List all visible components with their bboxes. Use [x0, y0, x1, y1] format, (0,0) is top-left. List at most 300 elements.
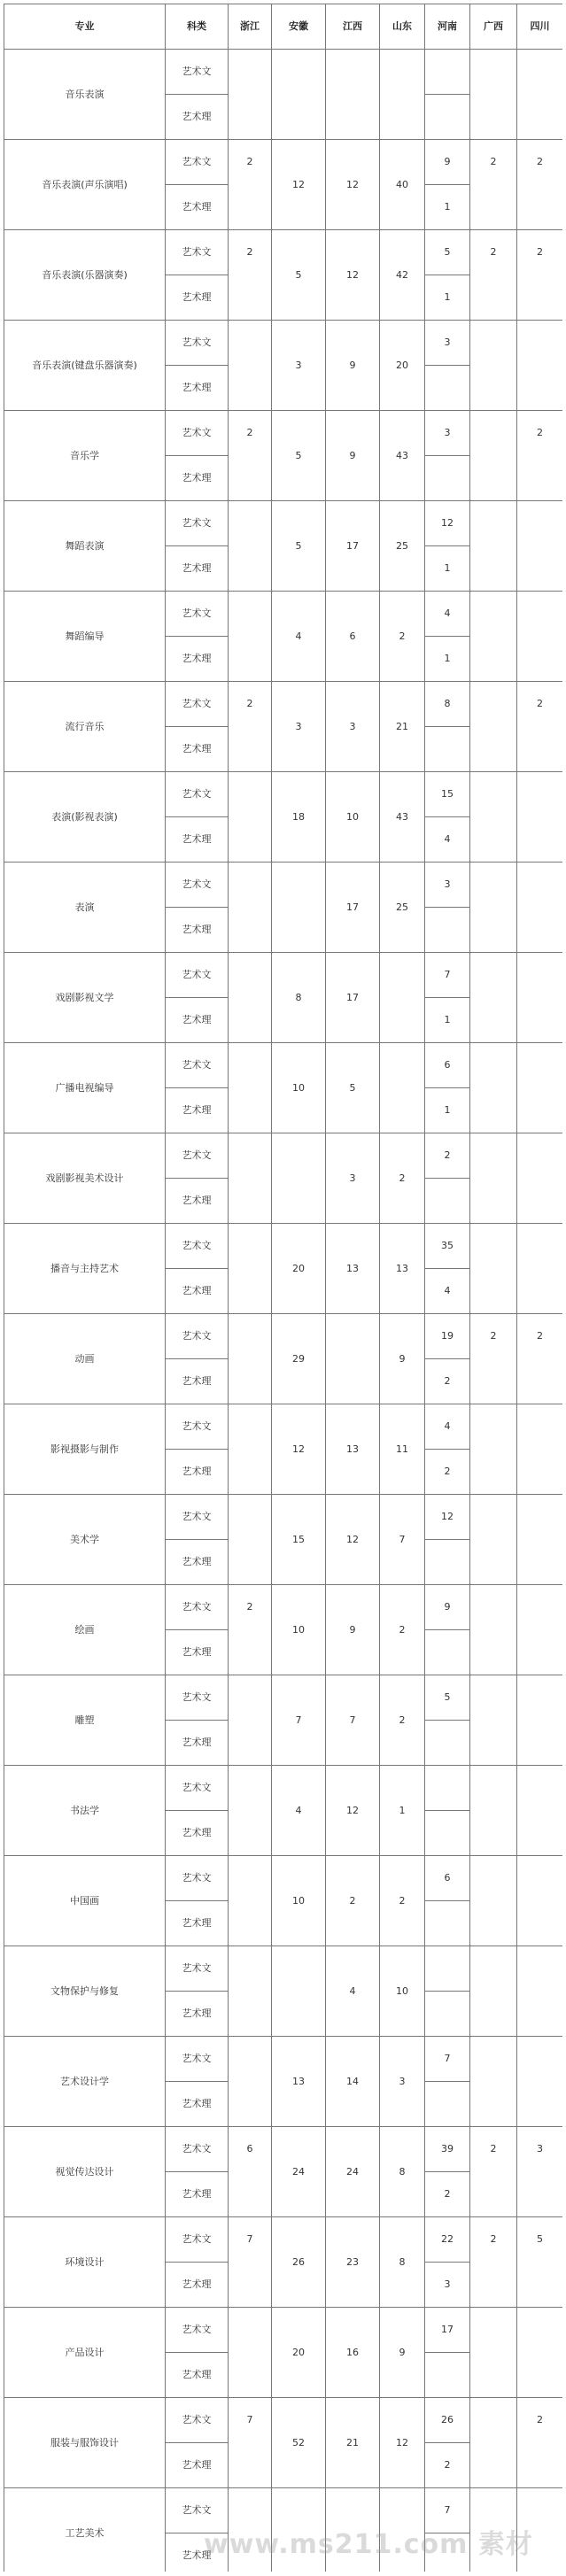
quota-jiangxi: 17	[326, 953, 380, 1043]
major-cell: 服装与服饰设计	[4, 2398, 166, 2488]
category-cell: 艺术理	[166, 727, 229, 772]
category-cell: 艺术文	[166, 2308, 229, 2353]
major-cell: 舞蹈表演	[4, 501, 166, 592]
quota-henan-science: 2	[425, 2172, 470, 2217]
header-jiangxi: 江西	[326, 4, 380, 50]
category-cell: 艺术文	[166, 1495, 229, 1540]
quota-shandong: 20	[380, 321, 425, 411]
quota-sichuan	[517, 501, 563, 592]
quota-anhui: 10	[272, 1856, 326, 1946]
table-row	[4, 501, 563, 546]
category-cell: 艺术理	[166, 95, 229, 140]
category-cell: 艺术理	[166, 2443, 229, 2488]
major-cell: 中国画	[4, 1856, 166, 1946]
quota-sichuan	[517, 1946, 563, 2037]
quota-jiangxi: 24	[326, 2127, 380, 2217]
quota-sichuan	[517, 321, 563, 411]
quota-henan-science: 4	[425, 1269, 470, 1314]
major-cell: 音乐表演(键盘乐器演奏)	[4, 321, 166, 411]
table-row	[4, 772, 563, 817]
quota-henan-science	[425, 1540, 470, 1585]
quota-zhejiang: 2	[229, 230, 272, 321]
quota-henan-science	[425, 1992, 470, 2037]
major-cell: 产品设计	[4, 2308, 166, 2398]
quota-jiangxi: 16	[326, 2308, 380, 2398]
quota-anhui	[272, 50, 326, 140]
category-cell: 艺术理	[166, 1269, 229, 1314]
quota-jiangxi: 13	[326, 1224, 380, 1314]
quota-shandong: 12	[380, 2398, 425, 2488]
table-row	[4, 592, 563, 637]
table-row	[4, 411, 563, 456]
quota-shandong: 21	[380, 682, 425, 772]
category-cell: 艺术文	[166, 1766, 229, 1811]
quota-guangxi	[470, 2398, 517, 2488]
quota-henan-science: 4	[425, 817, 470, 863]
quota-guangxi	[470, 2488, 517, 2572]
category-cell: 艺术文	[166, 2037, 229, 2082]
table-row	[4, 682, 563, 727]
quota-shandong: 1	[380, 1766, 425, 1856]
quota-guangxi	[470, 321, 517, 411]
quota-anhui: 15	[272, 1495, 326, 1585]
quota-sichuan	[517, 1404, 563, 1495]
quota-jiangxi: 21	[326, 2398, 380, 2488]
category-cell: 艺术文	[166, 953, 229, 998]
quota-sichuan	[517, 2488, 563, 2572]
category-cell: 艺术理	[166, 817, 229, 863]
major-cell: 舞蹈编导	[4, 592, 166, 682]
category-cell: 艺术理	[166, 998, 229, 1043]
quota-henan-science: 2	[425, 2443, 470, 2488]
quota-anhui: 12	[272, 1404, 326, 1495]
quota-zhejiang	[229, 1856, 272, 1946]
enrollment-plan-table	[4, 4, 562, 2572]
table-row	[4, 1224, 563, 1269]
quota-guangxi	[470, 1946, 517, 2037]
category-cell: 艺术理	[166, 1901, 229, 1946]
quota-zhejiang	[229, 501, 272, 592]
quota-sichuan	[517, 592, 563, 682]
table-row	[4, 1404, 563, 1450]
quota-guangxi	[470, 501, 517, 592]
quota-guangxi	[470, 1766, 517, 1856]
quota-henan-arts: 6	[425, 1856, 470, 1901]
quota-shandong: 7	[380, 1495, 425, 1585]
major-cell: 工艺美术	[4, 2488, 166, 2572]
category-cell: 艺术文	[166, 411, 229, 456]
quota-sichuan	[517, 1585, 563, 1675]
category-cell: 艺术理	[166, 1359, 229, 1404]
major-cell: 艺术设计学	[4, 2037, 166, 2127]
quota-henan-arts: 5	[425, 230, 470, 275]
quota-shandong: 2	[380, 1856, 425, 1946]
quota-guangxi	[470, 1404, 517, 1495]
quota-henan-arts: 26	[425, 2398, 470, 2443]
quota-guangxi	[470, 2037, 517, 2127]
quota-zhejiang	[229, 1404, 272, 1495]
quota-jiangxi: 6	[326, 592, 380, 682]
category-cell: 艺术文	[166, 1856, 229, 1901]
quota-guangxi	[470, 592, 517, 682]
category-cell: 艺术文	[166, 592, 229, 637]
table-row	[4, 1133, 563, 1179]
quota-henan-arts: 35	[425, 1224, 470, 1269]
quota-jiangxi: 9	[326, 411, 380, 501]
major-cell: 表演	[4, 863, 166, 953]
quota-zhejiang	[229, 1314, 272, 1404]
major-cell: 音乐表演(乐器演奏)	[4, 230, 166, 321]
category-cell: 艺术理	[166, 185, 229, 230]
table-row	[4, 1856, 563, 1901]
major-cell: 戏剧影视美术设计	[4, 1133, 166, 1224]
quota-zhejiang	[229, 1224, 272, 1314]
quota-guangxi	[470, 682, 517, 772]
quota-zhejiang	[229, 1133, 272, 1224]
quota-guangxi	[470, 863, 517, 953]
quota-zhejiang	[229, 321, 272, 411]
quota-zhejiang	[229, 2308, 272, 2398]
quota-jiangxi: 23	[326, 2217, 380, 2308]
quota-henan-science	[425, 1811, 470, 1856]
quota-henan-science	[425, 2082, 470, 2127]
quota-zhejiang: 2	[229, 411, 272, 501]
quota-henan-arts: 9	[425, 140, 470, 185]
category-cell: 艺术文	[166, 1224, 229, 1269]
quota-guangxi: 2	[470, 1314, 517, 1404]
major-cell: 文物保护与修复	[4, 1946, 166, 2037]
quota-sichuan: 2	[517, 1314, 563, 1404]
quota-sichuan	[517, 2308, 563, 2398]
category-cell: 艺术文	[166, 863, 229, 908]
header-guangxi: 广西	[470, 4, 517, 50]
quota-sichuan	[517, 50, 563, 140]
quota-shandong	[380, 50, 425, 140]
quota-henan-science	[425, 95, 470, 140]
quota-sichuan	[517, 1043, 563, 1133]
quota-henan-arts: 19	[425, 1314, 470, 1359]
table-row	[4, 1043, 563, 1088]
category-cell: 艺术理	[166, 1721, 229, 1766]
quota-anhui	[272, 1946, 326, 2037]
quota-jiangxi: 13	[326, 1404, 380, 1495]
category-cell: 艺术文	[166, 1043, 229, 1088]
quota-henan-arts: 8	[425, 682, 470, 727]
table-row	[4, 2488, 563, 2533]
quota-shandong: 25	[380, 863, 425, 953]
category-cell: 艺术理	[166, 2082, 229, 2127]
major-cell: 影视摄影与制作	[4, 1404, 166, 1495]
quota-zhejiang: 2	[229, 140, 272, 230]
quota-henan-arts: 12	[425, 501, 470, 546]
quota-anhui: 3	[272, 321, 326, 411]
category-cell: 艺术文	[166, 2217, 229, 2263]
quota-jiangxi: 2	[326, 1856, 380, 1946]
quota-henan-arts	[425, 1766, 470, 1811]
quota-jiangxi: 17	[326, 501, 380, 592]
quota-jiangxi: 17	[326, 863, 380, 953]
category-cell: 艺术文	[166, 1133, 229, 1179]
quota-shandong: 2	[380, 1675, 425, 1766]
quota-anhui: 4	[272, 1766, 326, 1856]
table-row	[4, 50, 563, 95]
quota-sichuan: 2	[517, 230, 563, 321]
table-row	[4, 2308, 563, 2353]
category-cell: 艺术理	[166, 637, 229, 682]
quota-henan-science	[425, 908, 470, 953]
quota-jiangxi: 3	[326, 1133, 380, 1224]
category-cell: 艺术理	[166, 2353, 229, 2398]
enrollment-plan-sheet	[4, 4, 562, 2572]
major-cell: 戏剧影视文学	[4, 953, 166, 1043]
quota-anhui: 26	[272, 2217, 326, 2308]
table-body	[4, 50, 563, 2572]
quota-henan-science: 3	[425, 2263, 470, 2308]
major-cell: 音乐表演(声乐演唱)	[4, 140, 166, 230]
quota-guangxi	[470, 953, 517, 1043]
quota-jiangxi: 9	[326, 321, 380, 411]
quota-anhui: 10	[272, 1585, 326, 1675]
quota-zhejiang	[229, 592, 272, 682]
quota-henan-arts: 39	[425, 2127, 470, 2172]
quota-henan-science	[425, 727, 470, 772]
quota-guangxi	[470, 1856, 517, 1946]
quota-shandong: 2	[380, 1585, 425, 1675]
header-category: 科类	[166, 4, 229, 50]
category-cell: 艺术文	[166, 501, 229, 546]
quota-henan-arts: 7	[425, 2037, 470, 2082]
category-cell: 艺术文	[166, 1585, 229, 1630]
category-cell: 艺术理	[166, 546, 229, 592]
quota-shandong: 8	[380, 2217, 425, 2308]
watermark-text: www.ms211.com 素材	[204, 2529, 533, 2560]
table-row	[4, 2037, 563, 2082]
quota-zhejiang: 2	[229, 1585, 272, 1675]
quota-jiangxi	[326, 50, 380, 140]
quota-sichuan	[517, 1133, 563, 1224]
quota-guangxi: 2	[470, 2127, 517, 2217]
quota-jiangxi: 7	[326, 1675, 380, 1766]
quota-henan-science	[425, 1179, 470, 1224]
quota-henan-arts: 7	[425, 2488, 470, 2533]
category-cell: 艺术理	[166, 1811, 229, 1856]
category-cell: 艺术理	[166, 2533, 229, 2572]
table-row	[4, 321, 563, 366]
quota-sichuan	[517, 772, 563, 863]
quota-guangxi	[470, 1495, 517, 1585]
quota-shandong: 3	[380, 2037, 425, 2127]
category-cell: 艺术理	[166, 1450, 229, 1495]
major-cell: 音乐表演	[4, 50, 166, 140]
major-cell: 雕塑	[4, 1675, 166, 1766]
quota-shandong: 40	[380, 140, 425, 230]
quota-sichuan	[517, 1495, 563, 1585]
quota-guangxi: 2	[470, 2217, 517, 2308]
quota-henan-arts: 3	[425, 411, 470, 456]
quota-henan-science: 1	[425, 185, 470, 230]
quota-jiangxi: 12	[326, 230, 380, 321]
quota-henan-arts: 6	[425, 1043, 470, 1088]
quota-zhejiang	[229, 1043, 272, 1133]
category-cell: 艺术理	[166, 456, 229, 501]
quota-henan-science	[425, 2533, 470, 2572]
table-row	[4, 1675, 563, 1721]
quota-zhejiang	[229, 1946, 272, 2037]
quota-zhejiang	[229, 772, 272, 863]
quota-zhejiang	[229, 1495, 272, 1585]
quota-henan-arts: 15	[425, 772, 470, 817]
major-cell: 流行音乐	[4, 682, 166, 772]
major-cell: 环境设计	[4, 2217, 166, 2308]
quota-shandong: 10	[380, 1946, 425, 2037]
quota-henan-science: 1	[425, 1088, 470, 1133]
major-cell: 视觉传达设计	[4, 2127, 166, 2217]
quota-guangxi	[470, 1224, 517, 1314]
quota-henan-arts	[425, 50, 470, 95]
quota-henan-science	[425, 1630, 470, 1675]
category-cell: 艺术文	[166, 1946, 229, 1992]
quota-guangxi	[470, 1043, 517, 1133]
quota-henan-arts: 4	[425, 592, 470, 637]
header-shandong: 山东	[380, 4, 425, 50]
major-cell: 播音与主持艺术	[4, 1224, 166, 1314]
quota-sichuan: 2	[517, 140, 563, 230]
quota-zhejiang: 6	[229, 2127, 272, 2217]
category-cell: 艺术理	[166, 908, 229, 953]
header-row	[4, 4, 563, 50]
quota-anhui: 4	[272, 592, 326, 682]
quota-guangxi	[470, 1585, 517, 1675]
quota-henan-science: 1	[425, 637, 470, 682]
quota-henan-arts: 3	[425, 321, 470, 366]
quota-henan-science	[425, 366, 470, 411]
quota-anhui: 13	[272, 2037, 326, 2127]
quota-zhejiang: 2	[229, 682, 272, 772]
quota-henan-arts: 3	[425, 863, 470, 908]
quota-guangxi: 2	[470, 230, 517, 321]
quota-henan-science: 1	[425, 546, 470, 592]
table-row	[4, 230, 563, 275]
quota-guangxi	[470, 50, 517, 140]
quota-sichuan: 2	[517, 411, 563, 501]
quota-zhejiang	[229, 2037, 272, 2127]
category-cell: 艺术文	[166, 50, 229, 95]
category-cell: 艺术理	[166, 1179, 229, 1224]
quota-henan-arts: 9	[425, 1585, 470, 1630]
quota-zhejiang	[229, 1675, 272, 1766]
quota-guangxi	[470, 1133, 517, 1224]
quota-anhui: 8	[272, 953, 326, 1043]
category-cell: 艺术理	[166, 1992, 229, 2037]
quota-jiangxi: 9	[326, 1585, 380, 1675]
quota-anhui: 5	[272, 501, 326, 592]
category-cell: 艺术文	[166, 1675, 229, 1721]
quota-henan-science: 1	[425, 998, 470, 1043]
quota-henan-arts: 7	[425, 953, 470, 998]
table-row	[4, 2127, 563, 2172]
quota-zhejiang	[229, 1766, 272, 1856]
header-major: 专业	[4, 4, 166, 50]
quota-zhejiang	[229, 863, 272, 953]
quota-anhui	[272, 863, 326, 953]
quota-henan-science	[425, 1721, 470, 1766]
quota-shandong: 43	[380, 411, 425, 501]
quota-sichuan: 2	[517, 2398, 563, 2488]
major-cell: 绘画	[4, 1585, 166, 1675]
quota-henan-science	[425, 2353, 470, 2398]
quota-jiangxi: 14	[326, 2037, 380, 2127]
header-henan: 河南	[425, 4, 470, 50]
quota-zhejiang: 7	[229, 2398, 272, 2488]
category-cell: 艺术文	[166, 682, 229, 727]
quota-shandong: 9	[380, 2308, 425, 2398]
category-cell: 艺术文	[166, 230, 229, 275]
category-cell: 艺术文	[166, 2127, 229, 2172]
major-cell: 音乐学	[4, 411, 166, 501]
quota-shandong	[380, 953, 425, 1043]
quota-henan-arts: 12	[425, 1495, 470, 1540]
quota-shandong: 8	[380, 2127, 425, 2217]
category-cell: 艺术文	[166, 140, 229, 185]
quota-sichuan	[517, 1224, 563, 1314]
quota-sichuan: 2	[517, 682, 563, 772]
category-cell: 艺术文	[166, 1314, 229, 1359]
quota-anhui: 5	[272, 230, 326, 321]
category-cell: 艺术理	[166, 2263, 229, 2308]
major-cell: 美术学	[4, 1495, 166, 1585]
category-cell: 艺术理	[166, 1540, 229, 1585]
table-row	[4, 953, 563, 998]
quota-jiangxi: 5	[326, 1043, 380, 1133]
quota-anhui: 12	[272, 140, 326, 230]
category-cell: 艺术文	[166, 772, 229, 817]
quota-henan-science: 2	[425, 1359, 470, 1404]
quota-jiangxi: 10	[326, 772, 380, 863]
quota-guangxi	[470, 772, 517, 863]
category-cell: 艺术文	[166, 1404, 229, 1450]
quota-henan-arts: 2	[425, 1133, 470, 1179]
quota-henan-science	[425, 1901, 470, 1946]
quota-jiangxi: 3	[326, 682, 380, 772]
major-cell: 书法学	[4, 1766, 166, 1856]
quota-shandong: 43	[380, 772, 425, 863]
quota-jiangxi: 12	[326, 140, 380, 230]
quota-zhejiang	[229, 50, 272, 140]
quota-sichuan	[517, 2037, 563, 2127]
header-zhejiang: 浙江	[229, 4, 272, 50]
category-cell: 艺术文	[166, 321, 229, 366]
major-cell: 广播电视编导	[4, 1043, 166, 1133]
quota-anhui: 18	[272, 772, 326, 863]
category-cell: 艺术文	[166, 2488, 229, 2533]
table-row	[4, 2217, 563, 2263]
quota-henan-science	[425, 456, 470, 501]
quota-shandong: 42	[380, 230, 425, 321]
quota-shandong	[380, 2488, 425, 2572]
table-row	[4, 1585, 563, 1630]
quota-anhui	[272, 1133, 326, 1224]
quota-shandong: 11	[380, 1404, 425, 1495]
quota-anhui: 52	[272, 2398, 326, 2488]
quota-sichuan	[517, 1766, 563, 1856]
quota-sichuan	[517, 1675, 563, 1766]
quota-guangxi: 2	[470, 140, 517, 230]
quota-sichuan	[517, 863, 563, 953]
quota-sichuan	[517, 1856, 563, 1946]
category-cell: 艺术文	[166, 2398, 229, 2443]
table-row	[4, 1946, 563, 1992]
table-row	[4, 2398, 563, 2443]
